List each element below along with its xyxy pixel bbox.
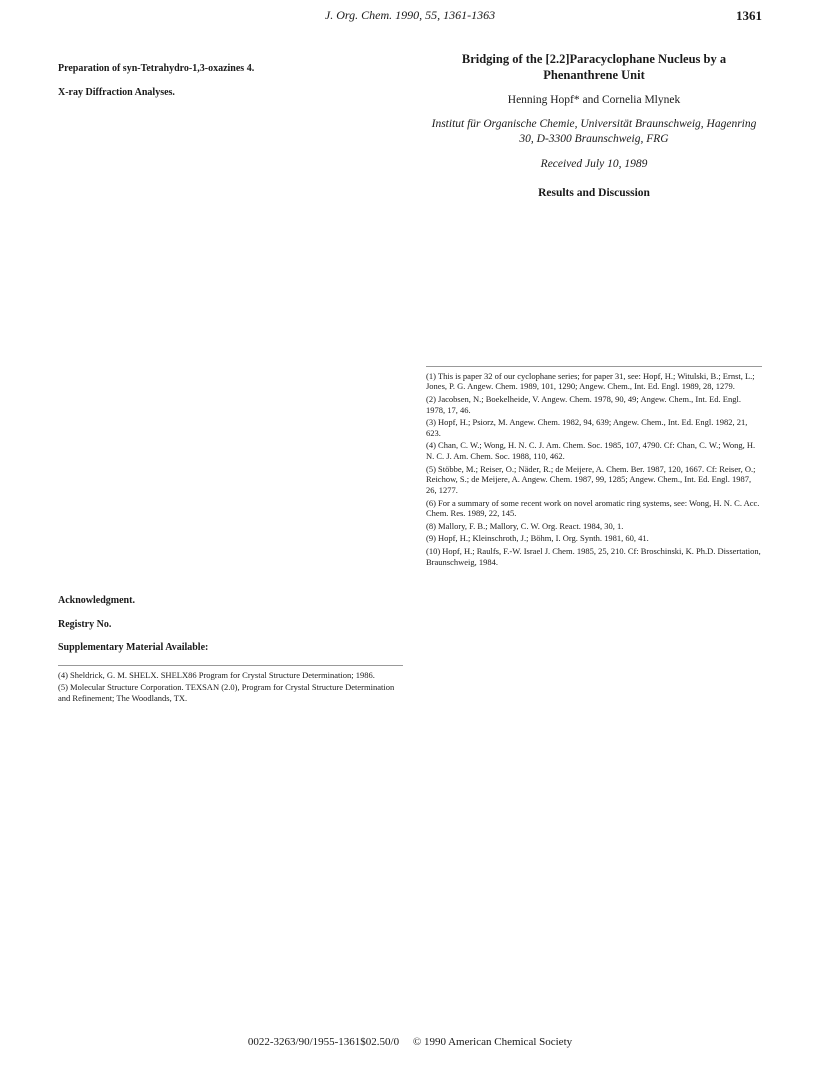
registry-heading: Registry No. (58, 618, 112, 630)
footnote-number: (1) (426, 370, 436, 381)
running-header (58, 8, 762, 24)
footnote-number: (10) (426, 546, 441, 557)
footnote (426, 521, 762, 532)
page-footer (58, 1036, 762, 1048)
footnote-number: (3) (426, 417, 436, 428)
author-affiliation: Institut für Organische Chemie, Universität Braunschweig, Hagenring 30, D-3300 Braunschweig, FRG (431, 117, 757, 145)
footnote-number: (5) (58, 682, 68, 693)
preparation-paragraph (58, 62, 403, 76)
footnote-number: (6) (426, 497, 436, 508)
footnote-text: Chan, C. W.; Wong, H. N. C. J. Am. Chem. Soc. 1985, 107, 4790. Cf: Chan, C. W.; Wong, H. N. C. J. Am. Chem. Soc. 1988, 110, 462. (426, 440, 756, 462)
footnote-text: Stöbbe, M.; Reiser, O.; Näder, R.; de Meijere, A. Chem. Ber. 1987, 120, 1667. Cf: Reiser, O.; Reichow, S.; de Meijere, A. Angew. Chem. 1987, 99, 1285; Angew. Chem., Int. Ed. Engl. 1987, 26, 1277. (426, 463, 756, 495)
results-body (426, 206, 762, 356)
page-number: 1361 (736, 8, 762, 23)
footnote (426, 440, 762, 461)
footnote (426, 464, 762, 496)
footnote-text: For a summary of some recent work on novel aromatic ring systems, see: Wong, H. N. C. Acc. Chem. Res. 1989, 22, 145. (426, 497, 760, 519)
footnote-text: Hopf, H.; Psiorz, M. Angew. Chem. 1982, 94, 639; Angew. Chem., Int. Ed. Engl. 1982, 21, 623. (426, 417, 748, 438)
article-authors: Henning Hopf* and Cornelia Mlynek (507, 94, 681, 107)
footnote (58, 670, 403, 681)
acknowledgment-paragraph (58, 594, 403, 608)
left-column (58, 52, 403, 705)
right-column (426, 52, 762, 569)
results-heading: Results and Discussion (538, 187, 650, 200)
acknowledgment-heading: Acknowledgment. (58, 595, 135, 606)
article-code: 0022-3263/90/1955-1361$02.50/0 (247, 1036, 400, 1048)
footnote (426, 546, 762, 567)
supplementary-heading: Supplementary Material Available: (58, 642, 209, 653)
journal-citation: J. Org. Chem. 1990, 55, 1361-1363 (324, 8, 496, 22)
footnote (426, 417, 762, 438)
right-footnotes (426, 366, 762, 568)
footnote-text: Molecular Structure Corporation. TEXSAN (2.0), Program for Crystal Structure Determination and Refinement; The Woodlands, TX. (58, 682, 395, 703)
copyright: © 1990 American Chemical Society (412, 1036, 573, 1048)
left-footnotes (58, 665, 403, 704)
received-date: Received July 10, 1989 (540, 157, 648, 170)
footnote-text: This is paper 32 of our cyclophane series; for paper 31, see: Hopf, H.; Witulski, B.; Ernst, L.; Jones, P. G. Angew. Chem. 1989, 101, 1290; Angew. Chem., Int. Ed. Engl. 1989, 28, 1279. (426, 370, 755, 392)
footnote-number: (4) (58, 669, 68, 680)
preparation-heading: Preparation of syn-Tetrahydro-1,3-oxazines 4. (58, 63, 255, 74)
footnote-number: (9) (426, 533, 436, 544)
registry-paragraph (58, 618, 403, 632)
footnote-number: (8) (426, 520, 436, 531)
footnote-text: Mallory, F. B.; Mallory, C. W. Org. React. 1984, 30, 1. (438, 520, 624, 531)
footnote-text: Hopf, H.; Raulfs, F.-W. Israel J. Chem. 1985, 25, 210. Cf: Broschinski, K. Ph.D. Dissertation, Braunschweig, 1984. (426, 546, 761, 567)
footnote-text: Jacobsen, N.; Boekelheide, V. Angew. Chem. 1978, 90, 49; Angew. Chem., Int. Ed. Engl. 1978, 17, 46. (426, 393, 741, 415)
article-title: Bridging of the [2.2]Paracyclophane Nucleus by a Phenanthrene Unit (461, 52, 727, 82)
footnote-number: (4) (426, 440, 436, 451)
footnote (426, 498, 762, 519)
supplementary-paragraph (58, 641, 403, 655)
footnote (426, 533, 762, 544)
footnote (426, 394, 762, 415)
experimental-continued (58, 62, 403, 582)
footnote-text: Sheldrick, G. M. SHELX. SHELX86 Program for Crystal Structure Determination; 1986. (70, 669, 375, 680)
xray-paragraph (58, 86, 403, 100)
footnote-number: (5) (426, 463, 436, 474)
footnote-number: (2) (426, 393, 436, 404)
xray-heading: X-ray Diffraction Analyses. (58, 86, 175, 98)
footnote-text: Hopf, H.; Kleinschroth, J.; Böhm, I. Org. Synth. 1981, 60, 41. (438, 533, 649, 544)
footnote (426, 371, 762, 392)
footnote (58, 682, 403, 703)
